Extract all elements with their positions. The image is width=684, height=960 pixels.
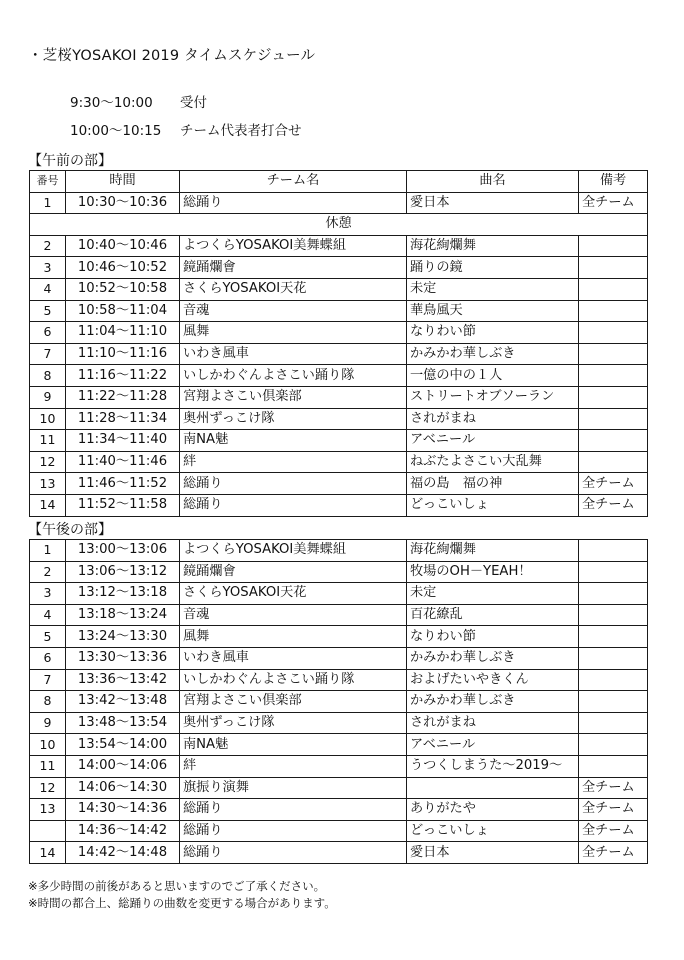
table-row: [30, 799, 648, 821]
row-no: [30, 820, 66, 842]
table-row: [30, 691, 648, 713]
header-no: 番号: [30, 171, 66, 193]
row-note: [579, 540, 648, 562]
row-note: [579, 430, 648, 452]
row-note: 全チーム: [579, 820, 648, 842]
row-note: [579, 365, 648, 387]
row-team: 音魂: [180, 604, 407, 626]
row-team: 絆: [180, 451, 407, 473]
table-row: [30, 540, 648, 562]
row-time: 14:06〜14:30: [66, 777, 180, 799]
row-time: 11:28〜11:34: [66, 408, 180, 430]
row-song: [407, 777, 579, 799]
row-team: いわき風車: [180, 647, 407, 669]
row-song: 踊りの鏡: [407, 257, 579, 279]
row-song: なりわい節: [407, 626, 579, 648]
row-no: 11: [30, 430, 66, 452]
row-time: 14:30〜14:36: [66, 799, 180, 821]
row-no: 10: [30, 408, 66, 430]
row-note: [579, 755, 648, 777]
row-team: 宮翔よさこい倶楽部: [180, 691, 407, 713]
row-team: 宮翔よさこい倶楽部: [180, 386, 407, 408]
table-row: [30, 322, 648, 344]
row-time: 14:42〜14:48: [66, 842, 180, 864]
row-note: [579, 343, 648, 365]
row-note: [579, 257, 648, 279]
row-note: [579, 278, 648, 300]
table-row: [30, 473, 648, 495]
row-note: [579, 300, 648, 322]
row-time: 13:42〜13:48: [66, 691, 180, 713]
row-team: さくらYOSAKOI天花: [180, 583, 407, 605]
row-note: [579, 691, 648, 713]
row-team: いしかわぐんよさこい踊り隊: [180, 669, 407, 691]
row-song: どっこいしょ: [407, 820, 579, 842]
table-row: [30, 343, 648, 365]
row-time: 11:04〜11:10: [66, 322, 180, 344]
pre-schedule-time: 9:30〜10:00: [70, 95, 153, 111]
row-song: 愛日本: [407, 192, 579, 214]
row-no: 7: [30, 343, 66, 365]
header-time: 時間: [66, 171, 180, 193]
row-time: 13:18〜13:24: [66, 604, 180, 626]
table-row: [30, 669, 648, 691]
row-team: 風舞: [180, 322, 407, 344]
row-team: 総踊り: [180, 820, 407, 842]
pre-schedule-item: [70, 119, 302, 139]
row-time: 13:54〜14:00: [66, 734, 180, 756]
row-song: されがまね: [407, 408, 579, 430]
table-row: [30, 408, 648, 430]
table-row: [30, 647, 648, 669]
row-song: ストリートオブソーラン: [407, 386, 579, 408]
row-song: 未定: [407, 278, 579, 300]
row-team: 南NA魅: [180, 734, 407, 756]
row-time: 14:36〜14:42: [66, 820, 180, 842]
row-no: 1: [30, 192, 66, 214]
morning-heading: 【午前の部】: [28, 153, 112, 169]
afternoon-schedule-table: [29, 539, 648, 864]
table-row: [30, 365, 648, 387]
row-no: 12: [30, 451, 66, 473]
footnote: ※多少時間の前後があると思いますのでご了承ください。: [28, 879, 326, 893]
break-row: [30, 214, 648, 236]
row-no: 5: [30, 626, 66, 648]
row-song: 華鳥風天: [407, 300, 579, 322]
table-row: [30, 734, 648, 756]
row-song: されがまね: [407, 712, 579, 734]
footnote: ※時間の都合上、総踊りの曲数を変更する場合があります。: [28, 896, 336, 910]
morning-schedule-table: [29, 170, 648, 517]
row-team: 総踊り: [180, 799, 407, 821]
table-row: [30, 257, 648, 279]
row-team: いしかわぐんよさこい踊り隊: [180, 365, 407, 387]
table-row: [30, 842, 648, 864]
row-time: 10:58〜11:04: [66, 300, 180, 322]
pre-schedule-label: チーム代表者打合せ: [180, 123, 302, 139]
row-no: 3: [30, 257, 66, 279]
row-no: 4: [30, 278, 66, 300]
row-no: 3: [30, 583, 66, 605]
row-song: アベニール: [407, 430, 579, 452]
table-row: [30, 755, 648, 777]
row-time: 11:34〜11:40: [66, 430, 180, 452]
table-row: [30, 494, 648, 516]
row-note: 全チーム: [579, 192, 648, 214]
row-team: 総踊り: [180, 494, 407, 516]
row-song: 福の島 福の神: [407, 473, 579, 495]
row-team: 奥州ずっこけ隊: [180, 408, 407, 430]
break-label: 休憩: [30, 214, 648, 236]
row-team: 音魂: [180, 300, 407, 322]
row-no: 10: [30, 734, 66, 756]
table-row: [30, 583, 648, 605]
row-note: [579, 322, 648, 344]
row-time: 13:36〜13:42: [66, 669, 180, 691]
row-time: 11:46〜11:52: [66, 473, 180, 495]
table-row: [30, 712, 648, 734]
row-team: 総踊り: [180, 473, 407, 495]
row-note: [579, 386, 648, 408]
row-note: [579, 451, 648, 473]
row-song: 海花絢爛舞: [407, 235, 579, 257]
row-song: 牧場のOH－YEAH！: [407, 561, 579, 583]
row-team: 旗振り演舞: [180, 777, 407, 799]
row-time: 11:22〜11:28: [66, 386, 180, 408]
row-note: 全チーム: [579, 494, 648, 516]
row-no: 13: [30, 473, 66, 495]
table-row: [30, 451, 648, 473]
table-row: [30, 561, 648, 583]
row-time: 13:12〜13:18: [66, 583, 180, 605]
row-time: 14:00〜14:06: [66, 755, 180, 777]
table-row: [30, 820, 648, 842]
row-song: かみかわ華しぶき: [407, 647, 579, 669]
row-song: 愛日本: [407, 842, 579, 864]
row-song: なりわい節: [407, 322, 579, 344]
row-time: 11:52〜11:58: [66, 494, 180, 516]
row-team: 風舞: [180, 626, 407, 648]
row-no: 8: [30, 691, 66, 713]
row-song: ありがたや: [407, 799, 579, 821]
row-note: 全チーム: [579, 777, 648, 799]
row-no: 2: [30, 561, 66, 583]
footnotes: [28, 878, 336, 912]
row-no: 13: [30, 799, 66, 821]
pre-schedule-time: 10:00〜10:15: [70, 123, 162, 139]
row-team: 総踊り: [180, 192, 407, 214]
row-time: 11:16〜11:22: [66, 365, 180, 387]
row-note: [579, 712, 648, 734]
row-song: かみかわ華しぶき: [407, 343, 579, 365]
row-song: アベニール: [407, 734, 579, 756]
row-note: 全チーム: [579, 473, 648, 495]
row-no: 2: [30, 235, 66, 257]
row-team: 南NA魅: [180, 430, 407, 452]
row-song: かみかわ華しぶき: [407, 691, 579, 713]
row-note: [579, 626, 648, 648]
row-time: 13:06〜13:12: [66, 561, 180, 583]
row-note: [579, 235, 648, 257]
row-no: 7: [30, 669, 66, 691]
row-time: 10:46〜10:52: [66, 257, 180, 279]
row-song: 一億の中の１人: [407, 365, 579, 387]
row-time: 11:40〜11:46: [66, 451, 180, 473]
row-note: [579, 583, 648, 605]
row-time: 10:52〜10:58: [66, 278, 180, 300]
header-team: チーム名: [180, 171, 407, 193]
table-row: [30, 626, 648, 648]
table-row: [30, 777, 648, 799]
row-song: およげたいやきくん: [407, 669, 579, 691]
row-team: 総踊り: [180, 842, 407, 864]
header-note: 備考: [579, 171, 648, 193]
row-song: うつくしまうた～2019～: [407, 755, 579, 777]
table-row: [30, 604, 648, 626]
row-song: 未定: [407, 583, 579, 605]
row-song: 百花繚乱: [407, 604, 579, 626]
header-song: 曲名: [407, 171, 579, 193]
table-row: [30, 430, 648, 452]
row-note: [579, 647, 648, 669]
row-no: 9: [30, 712, 66, 734]
table-row: [30, 386, 648, 408]
row-note: 全チーム: [579, 799, 648, 821]
row-note: [579, 604, 648, 626]
row-no: 1: [30, 540, 66, 562]
row-no: 11: [30, 755, 66, 777]
row-no: 14: [30, 842, 66, 864]
table-row: [30, 300, 648, 322]
row-team: 鏡踊爛會: [180, 561, 407, 583]
row-no: 5: [30, 300, 66, 322]
pre-schedule-item: [70, 91, 207, 111]
table-header-row: [30, 171, 648, 193]
table-row: [30, 192, 648, 214]
row-team: 鏡踊爛會: [180, 257, 407, 279]
row-no: 14: [30, 494, 66, 516]
row-team: 奥州ずっこけ隊: [180, 712, 407, 734]
row-time: 10:40〜10:46: [66, 235, 180, 257]
row-team: 絆: [180, 755, 407, 777]
table-row: [30, 235, 648, 257]
row-note: [579, 669, 648, 691]
row-note: [579, 734, 648, 756]
afternoon-heading: 【午後の部】: [28, 522, 112, 538]
row-no: 6: [30, 322, 66, 344]
row-team: よつくらYOSAKOI美舞蝶組: [180, 540, 407, 562]
row-time: 10:30〜10:36: [66, 192, 180, 214]
row-team: さくらYOSAKOI天花: [180, 278, 407, 300]
row-time: 13:24〜13:30: [66, 626, 180, 648]
row-team: いわき風車: [180, 343, 407, 365]
row-note: [579, 561, 648, 583]
row-time: 13:48〜13:54: [66, 712, 180, 734]
row-no: 6: [30, 647, 66, 669]
row-team: よつくらYOSAKOI美舞蝶組: [180, 235, 407, 257]
row-song: ねぶたよさこい大乱舞: [407, 451, 579, 473]
row-time: 13:30〜13:36: [66, 647, 180, 669]
row-note: 全チーム: [579, 842, 648, 864]
row-no: 8: [30, 365, 66, 387]
row-time: 11:10〜11:16: [66, 343, 180, 365]
row-no: 12: [30, 777, 66, 799]
row-song: 海花絢爛舞: [407, 540, 579, 562]
page-title: ・芝桜YOSAKOI 2019 タイムスケジュール: [28, 48, 316, 64]
row-time: 13:00〜13:06: [66, 540, 180, 562]
row-song: どっこいしょ: [407, 494, 579, 516]
row-no: 9: [30, 386, 66, 408]
row-note: [579, 408, 648, 430]
pre-schedule-label: 受付: [180, 95, 207, 111]
row-no: 4: [30, 604, 66, 626]
table-row: [30, 278, 648, 300]
